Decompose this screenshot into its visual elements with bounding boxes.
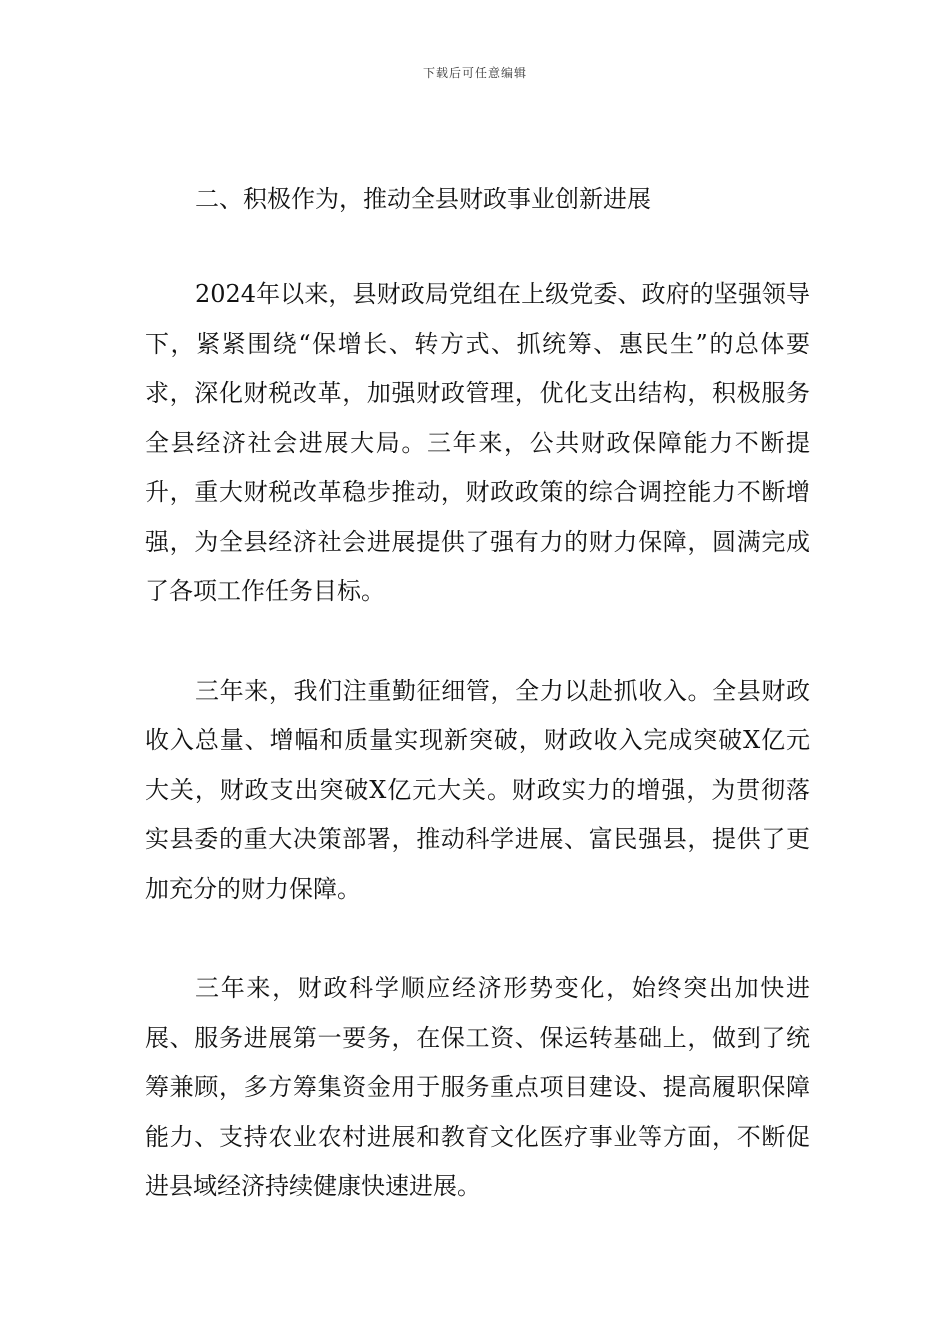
section-heading: 二、积极作为，推动全县财政事业创新进展 (195, 185, 651, 213)
header-note: 下载后可任意编辑 (422, 66, 527, 80)
paragraph-1: 2024年以来，县财政局党组在上级党委、政府的坚强领导下，紧紧围绕“保增长、转方式、抓统筹、惠民生”的总体要求，深化财税改革，加强财政管理，优化支出结构，积极服务全县经济社会进展大局。三年来，公共财政保障能力不断提升，重大财税改革稳步推动，财政政策的综合调控能力不断增强，为全县经济社会进展提供了强有力的财力保障，圆满完成了各项工作任务目标。 (145, 280, 810, 605)
document-body (145, 178, 810, 1262)
paragraph-2: 三年来，我们注重勤征细管，全力以赴抓收入。全县财政收入总量、增幅和质量实现新突破，财政收入完成突破X亿元大关，财政支出突破X亿元大关。财政实力的增强，为贯彻落实县委的重大决策部署，推动科学进展、富民强县，提供了更加充分的财力保障。 (145, 676, 810, 903)
paragraph-3: 三年来，财政科学顺应经济形势变化，始终突出加快进展、服务进展第一要务，在保工资、保运转基础上，做到了统筹兼顾，多方筹集资金用于服务重点项目建设、提高履职保障能力、支持农业农村进展和教育文化医疗事业等方面，不断促进县域经济持续健康快速进展。 (145, 974, 810, 1200)
